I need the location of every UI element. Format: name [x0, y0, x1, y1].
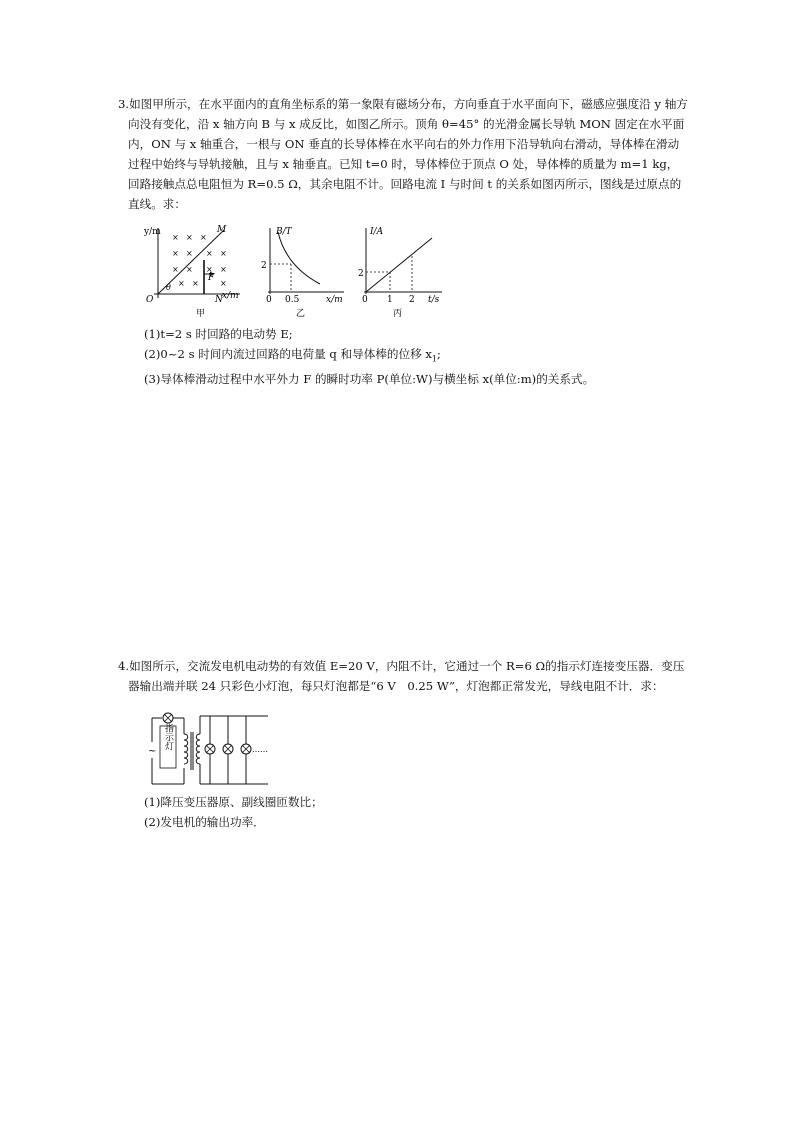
- question-3-number: 3.: [118, 97, 130, 111]
- ac-source-icon: ~: [148, 746, 157, 757]
- bing-x-tick-2: 2: [409, 295, 415, 305]
- figure-bing: [356, 222, 448, 320]
- yi-x-label: x/m: [326, 295, 343, 305]
- jia-y-label: y/m: [144, 227, 161, 237]
- primary-coil: [184, 734, 188, 764]
- question-3-text: 如图甲所示，在水平面内的直角坐标系的第一象限有磁场分布，方向垂直于水平面向下，磁感应强度沿 y 轴方向没有变化，沿 x 轴方向 B 与 x 成反比，如图乙所示。顶角 θ=45° 的光滑金属长导轨 MON 固定在水平面内，ON 与 x 轴重合，一根与 ON 垂直的长导体棒在水平向右的外力作用下沿导轨向右滑动，导体棒在滑动过程中始终与导轨接触，且与 x 轴垂直。已知 t=0 时，导体棒位于顶点 O 处，导体棒的质量为 m=1 kg，回路接触点总电阻恒为 R=0.5 Ω，其余电阻不计。回路电流 I 与时间 t 的关系如图丙所示，图线是过原点的直线。求：: [128, 97, 688, 211]
- magnetic-field-crosses: [172, 233, 227, 288]
- svg-text:×: ×: [192, 279, 199, 288]
- bing-y-tick: 2: [358, 269, 364, 279]
- svg-text:×: ×: [172, 233, 179, 242]
- svg-text:×: ×: [220, 249, 227, 258]
- bing-y-label: I/A: [370, 227, 384, 237]
- figure-yi: [258, 222, 348, 320]
- svg-text:×: ×: [206, 249, 213, 258]
- jia-x-label: x/m: [222, 291, 239, 301]
- question-3-sub-1: (1)t=2 s 时回路的电动势 E;: [144, 327, 293, 341]
- yi-x-tick: 0.5: [285, 295, 300, 305]
- yi-caption: 乙: [296, 309, 306, 319]
- question-4-subs: [118, 792, 688, 832]
- more-lamps-dots: ……: [252, 745, 268, 754]
- question-3-sub-list: [118, 324, 688, 389]
- yi-y-tick: 2: [261, 261, 267, 271]
- bing-caption: 丙: [393, 309, 403, 319]
- svg-text:×: ×: [206, 265, 213, 274]
- svg-text:×: ×: [178, 279, 185, 288]
- lamp-label: 指示灯: [163, 723, 173, 751]
- bing-x-tick-1: 1: [387, 295, 393, 305]
- svg-text:×: ×: [220, 279, 227, 288]
- question-4-number: 4.: [118, 659, 130, 673]
- jia-label-F: F: [208, 273, 215, 283]
- question-3-sub-3: (3)导体棒滑动过程中水平外力 F 的瞬时功率 P(单位:W)与横坐标 x(单位:m)的关系式。: [144, 372, 595, 387]
- parallel-lamps: [205, 716, 251, 784]
- jia-label-N: N: [215, 295, 223, 305]
- jia-origin: O: [146, 295, 154, 305]
- question-4-sub-1: (1)降压变压器原、副线圈匝数比；: [144, 795, 323, 809]
- svg-text:×: ×: [186, 233, 193, 242]
- i-t-line: [366, 238, 432, 292]
- jia-theta: θ: [166, 283, 171, 292]
- svg-text:×: ×: [186, 265, 193, 274]
- question-4-text: 如图所示，交流发电机电动势的有效值 E=20 V，内阻不计，它通过一个 R=6 Ω的指示灯连接变压器．变压器输出端并联 24 只彩色小灯泡，每只灯泡都是“6 V 0.25 W”，灯泡都正常发光，导线电阻不计．求：: [128, 659, 685, 693]
- yi-y-label: B/T: [276, 227, 292, 237]
- jia-label-M: M: [217, 225, 227, 235]
- jia-caption: 甲: [196, 309, 206, 319]
- question-3-stem: [118, 94, 688, 214]
- question-4-stem: [118, 656, 688, 696]
- bing-origin: 0: [362, 295, 368, 305]
- figure-circuit: [146, 712, 272, 788]
- question-4-sub-list: [118, 792, 688, 832]
- question-4-sub-2: (2)发电机的输出功率．: [144, 815, 265, 829]
- svg-text:×: ×: [220, 265, 227, 274]
- figure-jia: [144, 222, 244, 320]
- b-x-curve: [278, 232, 320, 284]
- yi-origin: 0: [266, 295, 272, 305]
- svg-text:×: ×: [172, 249, 179, 258]
- question-3-subs: [118, 324, 688, 389]
- svg-text:×: ×: [186, 249, 193, 258]
- svg-text:×: ×: [200, 233, 207, 242]
- svg-text:×: ×: [172, 265, 179, 274]
- question-3-sub-2: (2)0~2 s 时间内流过回路的电荷量 q 和导体棒的位移 $x_1$;: [144, 347, 441, 364]
- question-3: [118, 94, 688, 214]
- question-4: [118, 656, 688, 696]
- secondary-coil: [196, 734, 200, 764]
- bing-x-label: t/s: [428, 295, 440, 305]
